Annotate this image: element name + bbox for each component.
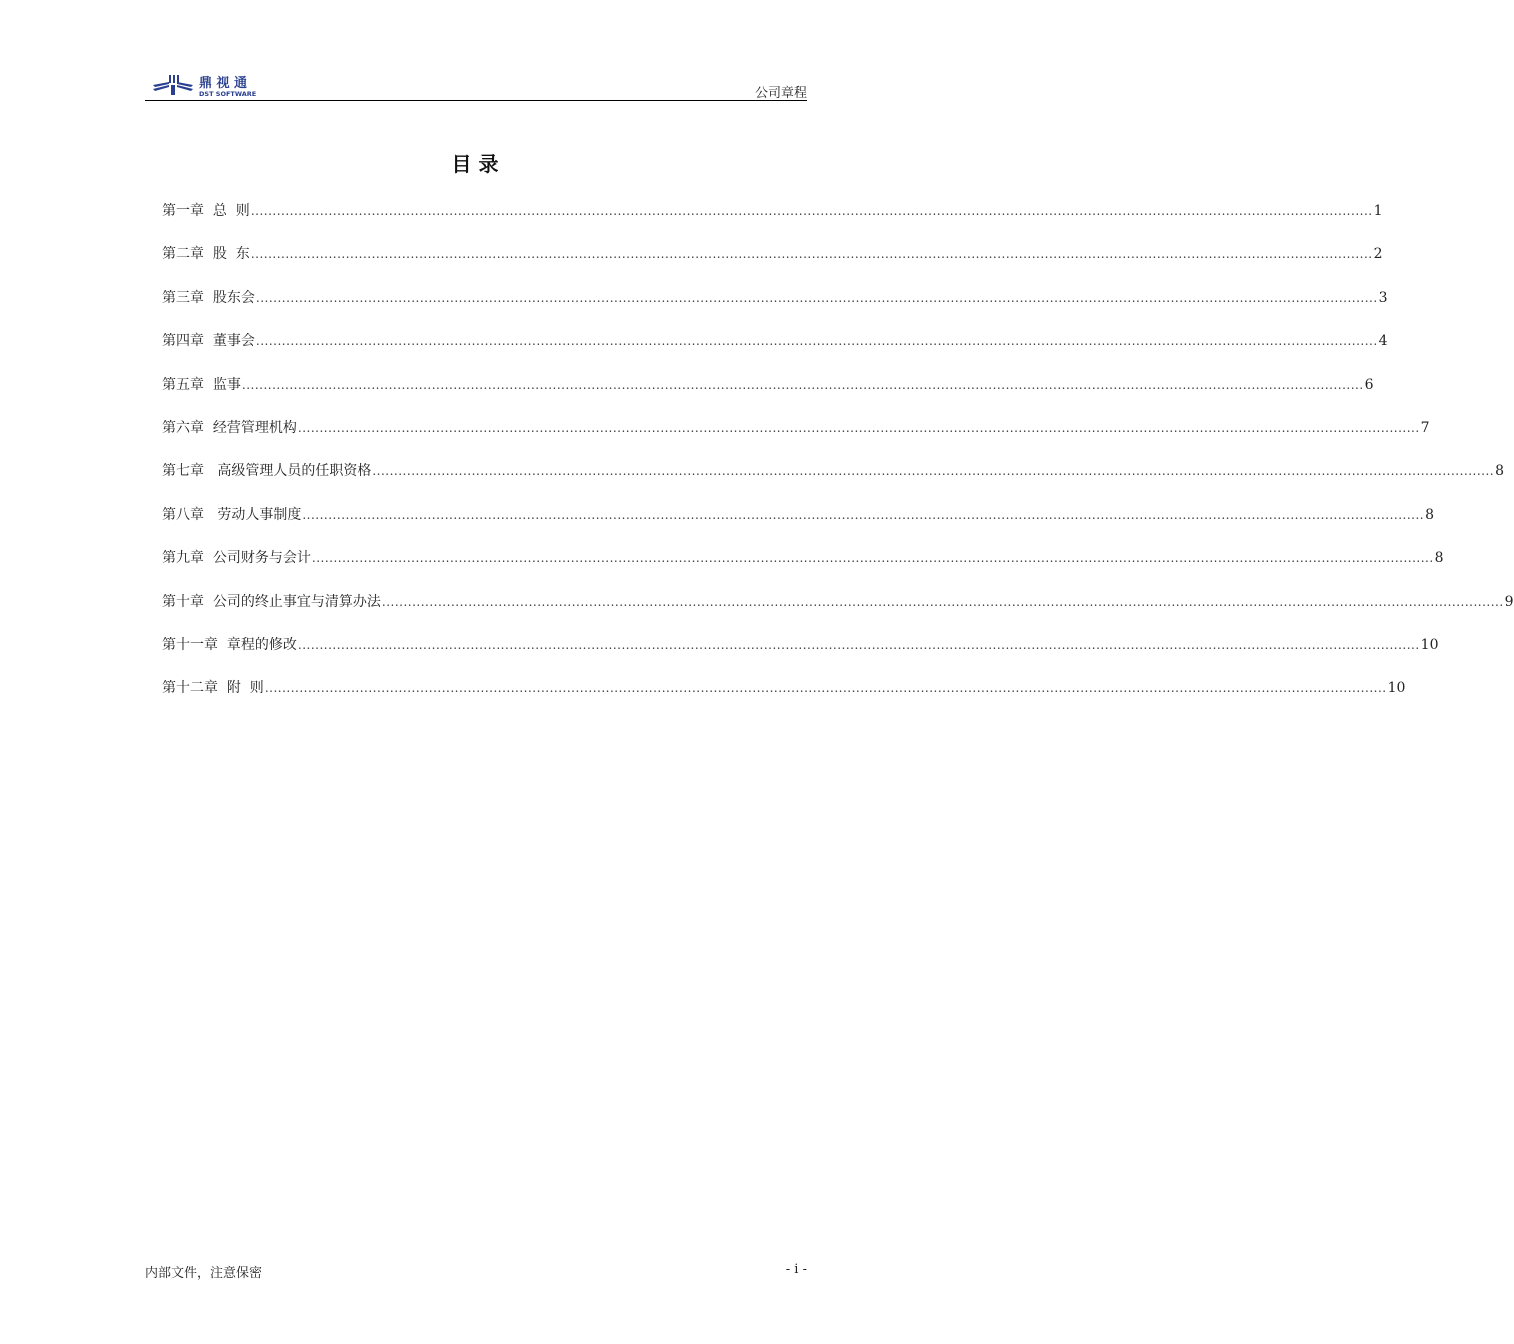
toc-entry[interactable] xyxy=(162,460,1505,503)
company-logo xyxy=(149,72,289,98)
toc-entry[interactable] xyxy=(162,243,1383,286)
toc-page-number: 8 xyxy=(1425,506,1435,523)
toc-page-number: 10 xyxy=(1387,680,1406,697)
toc-chapter-number: 第十一章 xyxy=(162,636,218,653)
toc-leader-dots: .................................................................................................................................................................................................................................................................... xyxy=(241,377,1364,392)
logo-chinese-text: 鼎 视 通 xyxy=(199,76,248,91)
toc-chapter-title: 股 东 xyxy=(212,246,250,263)
toc-chapter-number: 第十章 xyxy=(162,593,204,610)
toc-chapter-title: 公司的终止事宜与清算办法 xyxy=(212,593,381,610)
toc-entry[interactable] xyxy=(162,330,1388,373)
toc-leader-dots: .................................................................................................................................................................................................................................................................... xyxy=(255,334,1378,349)
page-header xyxy=(145,70,807,101)
toc-leader-dots: .................................................................................................................................................................................................................................................................... xyxy=(250,204,1373,218)
footer-confidential-note: 内部文件，注意保密 xyxy=(145,1266,263,1281)
footer-page-number: - i - xyxy=(785,1262,807,1277)
toc-chapter-number: 第二章 xyxy=(162,246,204,263)
toc-entry[interactable] xyxy=(162,417,1430,460)
toc-chapter-number: 第五章 xyxy=(162,376,204,393)
toc-chapter-number: 第一章 xyxy=(162,203,204,219)
header-title: 公司章程 xyxy=(754,86,807,101)
toc-entry[interactable] xyxy=(162,504,1435,547)
toc-page-number: 2 xyxy=(1373,246,1383,263)
toc-chapter-title: 经营管理机构 xyxy=(212,419,297,436)
toc-chapter-number: 第八章 xyxy=(162,506,204,523)
toc-leader-dots: .................................................................................................................................................................................................................................................................... xyxy=(311,551,1434,566)
toc-chapter-number: 第九章 xyxy=(162,550,204,567)
toc-entry[interactable] xyxy=(162,374,1374,417)
toc-chapter-title: 股东会 xyxy=(212,289,255,306)
toc-leader-dots: .................................................................................................................................................................................................................................................................... xyxy=(250,247,1373,262)
toc-page-number: 10 xyxy=(1420,636,1439,653)
toc-page-number: 8 xyxy=(1434,550,1444,567)
toc-entry[interactable] xyxy=(162,591,1514,634)
toc-page-number: 9 xyxy=(1504,593,1514,610)
toc-page-number: 8 xyxy=(1495,463,1505,480)
table-of-contents xyxy=(162,200,1514,721)
toc-entry[interactable] xyxy=(162,287,1388,330)
toc-chapter-title: 章程的修改 xyxy=(226,636,297,653)
toc-entry[interactable] xyxy=(162,677,1406,720)
toc-chapter-title: 董事会 xyxy=(212,333,255,350)
toc-page-number: 4 xyxy=(1378,333,1388,350)
toc-title: 目 录 xyxy=(451,152,499,176)
toc-leader-dots: .................................................................................................................................................................................................................................................................... xyxy=(297,637,1420,652)
toc-leader-dots: .................................................................................................................................................................................................................................................................... xyxy=(255,290,1378,305)
toc-leader-dots: .................................................................................................................................................................................................................................................................... xyxy=(302,507,1425,522)
toc-leader-dots: .................................................................................................................................................................................................................................................................... xyxy=(264,681,1387,696)
toc-chapter-number: 第十二章 xyxy=(162,680,218,697)
toc-page-number: 1 xyxy=(1373,203,1383,219)
toc-chapter-number: 第三章 xyxy=(162,289,204,306)
toc-chapter-title: 附 则 xyxy=(226,680,264,697)
toc-page-number: 6 xyxy=(1364,376,1374,393)
toc-chapter-title: 总 则 xyxy=(212,203,250,219)
toc-leader-dots: .................................................................................................................................................................................................................................................................... xyxy=(381,594,1504,609)
toc-chapter-title: 高级管理人员的任职资格 xyxy=(212,463,372,480)
toc-entry[interactable] xyxy=(162,634,1439,677)
toc-chapter-number: 第六章 xyxy=(162,419,204,436)
logo-english-text: DST SOFTWARE xyxy=(199,90,257,98)
toc-chapter-number: 第四章 xyxy=(162,333,204,350)
toc-leader-dots: .................................................................................................................................................................................................................................................................... xyxy=(372,464,1495,479)
toc-leader-dots: .................................................................................................................................................................................................................................................................... xyxy=(297,420,1420,435)
toc-page-number: 7 xyxy=(1420,419,1430,436)
toc-chapter-number: 第七章 xyxy=(162,463,204,480)
toc-chapter-title: 公司财务与会计 xyxy=(212,550,311,567)
toc-chapter-title: 监事 xyxy=(212,376,241,393)
toc-chapter-title: 劳动人事制度 xyxy=(212,506,302,523)
toc-page-number: 3 xyxy=(1378,289,1388,306)
toc-entry[interactable] xyxy=(162,200,1383,243)
toc-entry[interactable] xyxy=(162,547,1444,590)
